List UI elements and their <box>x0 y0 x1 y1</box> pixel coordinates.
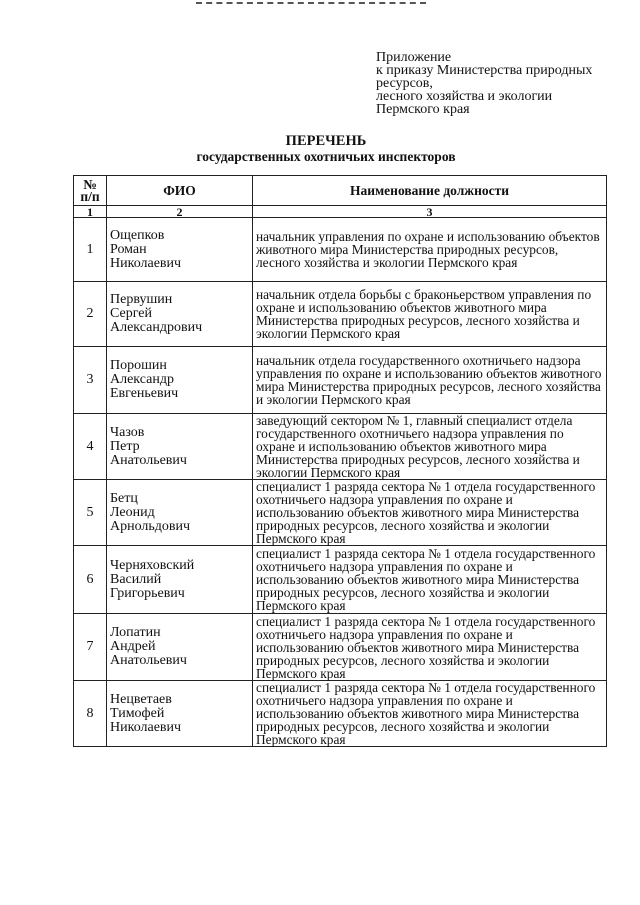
fio-line: Евгеньевич <box>110 386 179 401</box>
fio-line: Черняховский <box>110 557 195 573</box>
row-fio <box>107 546 253 614</box>
fio-line: Арнольдович <box>110 518 191 534</box>
fio-line: Роман <box>110 241 147 257</box>
row-number: 4 <box>74 414 107 480</box>
fio-line: Леонид <box>110 504 155 520</box>
fio-line: Василий <box>110 571 162 587</box>
scan-artifact-line <box>196 2 426 4</box>
fio-line: Первушин <box>110 292 173 307</box>
fio-line: Тимофей <box>110 705 165 721</box>
fio-line: Григорьевич <box>110 585 185 601</box>
header-num-line1: № <box>83 176 97 192</box>
fio-line: Чазов <box>110 424 145 440</box>
header-fio: ФИО <box>107 176 253 206</box>
table-row <box>74 282 607 347</box>
table-header-row <box>74 176 607 206</box>
table-row <box>74 218 607 282</box>
appendix-line: лесного хозяйства и экологии <box>376 89 553 104</box>
table-row <box>74 681 607 747</box>
header-num-line2: п/п <box>80 188 100 204</box>
row-number: 3 <box>74 347 107 414</box>
fio-line: Анатольевич <box>110 653 187 668</box>
row-number: 8 <box>74 681 107 747</box>
row-fio <box>107 347 253 414</box>
row-position: специалист 1 разряда сектора № 1 отдела государственного охотничьего надзора управления по охране и использованию объектов животного мира Министерства природных ресурсов, лесного хозяйства и экологии Пермского края <box>253 546 607 614</box>
header-position: Наименование должности <box>253 176 607 206</box>
column-number: 3 <box>253 206 607 218</box>
column-number-row <box>74 206 607 218</box>
row-fio <box>107 614 253 681</box>
fio-line: Николаевич <box>110 255 182 271</box>
row-position: специалист 1 разряда сектора № 1 отдела государственного охотничьего надзора управления по охране и использованию объектов животного мира Министерства природных ресурсов, лесного хозяйства и экологии Пермского края <box>253 614 607 681</box>
table-row <box>74 414 607 480</box>
row-position: специалист 1 разряда сектора № 1 отдела государственного охотничьего надзора управления по охране и использованию объектов животного мира Министерства природных ресурсов, лесного хозяйства и экологии Пермского края <box>253 681 607 747</box>
appendix-line: к приказу Министерства природных <box>376 63 593 78</box>
fio-line: Ощепков <box>110 227 165 243</box>
row-number: 5 <box>74 480 107 546</box>
table-row <box>74 480 607 546</box>
table-row <box>74 347 607 414</box>
appendix-line: Пермского края <box>376 102 470 117</box>
table-row <box>74 546 607 614</box>
fio-line: Лопатин <box>110 625 161 640</box>
fio-line: Александрович <box>110 320 203 335</box>
row-number: 6 <box>74 546 107 614</box>
row-number: 7 <box>74 614 107 681</box>
row-position: начальник отдела борьбы с браконьерством управления по охране и использованию объектов животного мира Министерства природных ресурсов, лесного хозяйства и экологии Пермского края <box>253 282 607 347</box>
fio-line: Сергей <box>110 306 152 321</box>
column-number: 2 <box>107 206 253 218</box>
row-fio <box>107 282 253 347</box>
header-num <box>74 176 107 206</box>
appendix-line: ресурсов, <box>376 76 433 91</box>
fio-line: Петр <box>110 438 140 454</box>
row-fio <box>107 414 253 480</box>
fio-line: Анатольевич <box>110 452 187 468</box>
fio-line: Николаевич <box>110 719 182 735</box>
document-subtitle: государственных охотничьих инспекторов <box>196 149 456 164</box>
fio-line: Андрей <box>110 639 156 654</box>
row-number: 1 <box>74 218 107 282</box>
fio-line: Бетц <box>110 490 138 506</box>
row-position: начальник отдела государственного охотничьего надзора управления по охране и использованию объектов животного мира Министерства природных ресурсов, лесного хозяйства и экологии Пермского края <box>253 347 607 414</box>
table-row <box>74 614 607 681</box>
appendix-block <box>376 51 626 116</box>
fio-line: Нецветаев <box>110 691 172 707</box>
fio-line: Александр <box>110 372 174 387</box>
appendix-line: Приложение <box>376 50 452 65</box>
row-position: начальник управления по охране и использованию объектов животного мира Министерства природных ресурсов, лесного хозяйства и экологии Пермского края <box>253 218 607 282</box>
document-title: ПЕРЕЧЕНЬ <box>285 133 367 149</box>
row-number: 2 <box>74 282 107 347</box>
row-fio <box>107 681 253 747</box>
row-fio <box>107 218 253 282</box>
row-fio <box>107 480 253 546</box>
column-number: 1 <box>74 206 107 218</box>
row-position: специалист 1 разряда сектора № 1 отдела государственного охотничьего надзора управления по охране и использованию объектов животного мира Министерства природных ресурсов, лесного хозяйства и экологии Пермского края <box>253 480 607 546</box>
inspectors-table <box>73 175 607 747</box>
row-position: заведующий сектором № 1, главный специалист отдела государственного охотничьего надзора управления по охране и использованию объектов животного мира Министерства природных ресурсов, лесного хозяйства и экологии Пермского края <box>253 414 607 480</box>
fio-line: Порошин <box>110 358 167 373</box>
